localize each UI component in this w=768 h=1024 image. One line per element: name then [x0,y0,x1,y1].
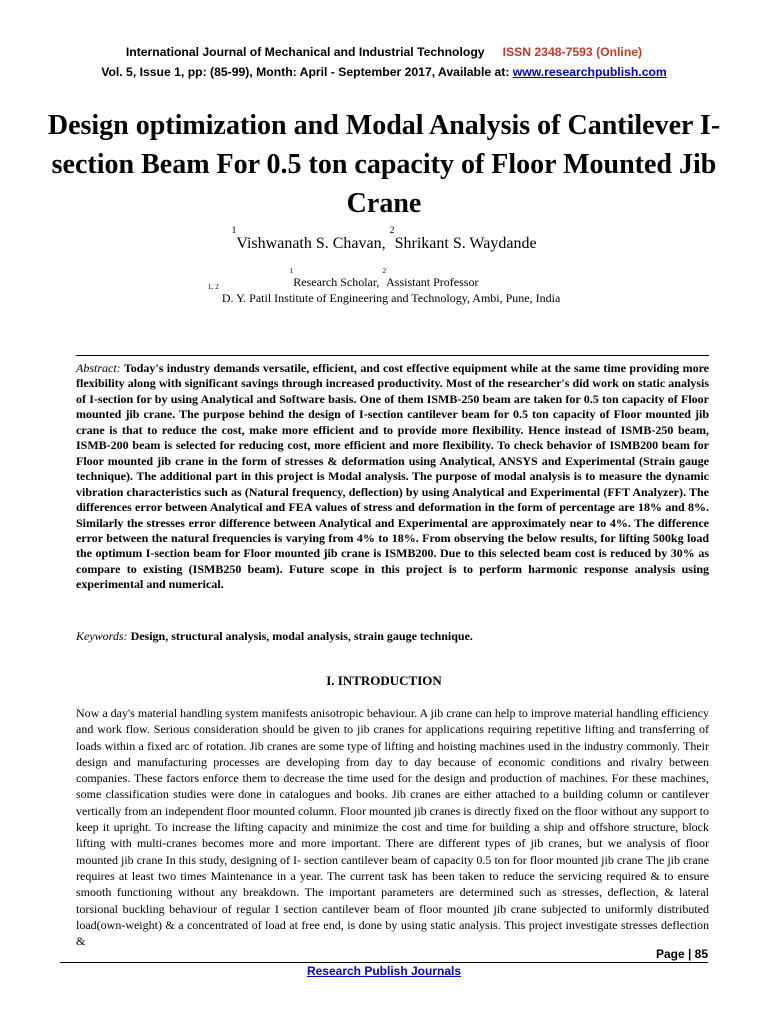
introduction-body: Now a day's material handling system manifests anisotropic behaviour. A jib crane can help to improve material handling efficiency and work flow. Serious consideration should be given to jib cranes for applications requiring repetitive lifting and transferring of loads within a fixed arc of rotation. Jib cranes are some type of lifting and hoisting machines used in the industry commonly. Their design and manufacturing processes are developing from day to day because of economic conditions and rivalry between companies. These factors enforce them to decrease the time used for the design and production of machines. For these machines, some classification studies were done in catalogues and books. Jib cranes are either attached to a building column or cantilever vertically from an independent floor mounted column. Floor mounted jib cranes is directly fixed on the floor without any support to keep it upright. To increase the lifting capacity and minimize the cost and time for building a ship and offshore structure, block lifting with multi-cranes becomes more and more important. There are different types of jib cranes, but we analysis of floor mounted jib crane In this study, designing of I- section cantilever beam of capacity 0.5 ton for floor mounted jib crane The jib crane requires at least two times Maintenance in a year. The current task has been taken to reduce the servicing required & to ensure smooth functioning without any breakdown. The important parameters are determined such as stresses, deflection, & lateral torsional buckling behaviour of regular I section cantilever beam of floor mounted jib crane subjected to uniformly distributed load(own-weight) & a concentrated of load at free end, is done by using static analysis. This project investigate stresses deflection & [76,706,709,949]
volume-row [0,62,768,82]
section-heading-introduction: I. INTRODUCTION [326,673,442,688]
affiliation-roles [0,266,768,290]
role1: Research Scholar, [293,275,383,289]
author2-superscript: 2 [389,224,395,236]
paper-title: Design optimization and Modal Analysis of Cantilever I-section Beam For 0.5 ton capacity of Floor Mounted Jib Crane [47,110,721,219]
role2: Assistant Professor [386,275,479,289]
author2-name: Shrikant S. Waydande [394,235,537,252]
role1-superscript: 1 [289,266,294,276]
abstract-label: Abstract: [76,361,121,375]
institute-superscript: 1, 2 [207,282,219,292]
journal-header-row [0,42,768,62]
page-number: Page | 85 [655,947,708,961]
role2-superscript: 2 [382,266,387,276]
footer [0,964,768,978]
journal-header [0,42,768,82]
journal-name: International Journal of Mechanical and Industrial Technology [125,45,485,59]
abstract-text: Today's industry demands versatile, efficient, and cost effective equipment while at the same time providing more flexibility along with significant savings through increased productivity. Most of the researcher's did work on static analysis of I-section for by using Analytical and Software basis. One of them ISMB-250 beam are taken for 0.5 ton capacity of Floor mounted jib crane. The purpose behind the design of I-section cantilever beam for 0.5 ton capacity of Floor mounted jib crane is that to reduce the cost, make more efficient and to provide more flexibility. Hence instead of ISMB-250 beam, ISMB-200 beam is selected for reducing cost, more efficient and more flexibility. To check behavior of ISMB200 beam for Floor mounted jib crane in the form of stresses & deformation using Analytical, ANSYS and Experimental (Strain gauge technique). The additional part in this project is Modal analysis. The purpose of modal analysis is to measure the dynamic vibration characteristics such as (Natural frequency, deflection) by using Analytical and Experimental (FFT Analyzer). The differences error between Analytical and FEA values of stress and deformation in the form of percentage are 18% and 8%. Similarly the stresses error difference between Analytical and Experimental are approximately near to 4%. The difference error between the natural frequencies is varying from 4% to 18%. From observing the below results, for lifting 500kg load the optimum I-section beam for Floor mounted jib crane is ISMB200. Due to this selected beam cost is reduced by 30% as compare to existing (ISMB250 beam). Future scope in this project is to perform harmonic response analysis using experimental and numerical. [76,361,709,592]
author1-name: Vishwanath S. Chavan, [236,235,390,252]
author-line [0,224,768,254]
issn-label: ISSN 2348-7593 (Online) [502,45,643,59]
keywords-label: Keywords: [76,629,128,643]
volume-info: Vol. 5, Issue 1, pp: (85-99), Month: April - September 2017, Available at: [101,65,510,79]
keywords-paragraph [76,628,709,644]
author1-superscript: 1 [231,224,237,236]
footer-divider [60,962,708,963]
abstract-divider [76,355,709,356]
keywords-text: Design, structural analysis, modal analysis, strain gauge technique. [127,629,473,643]
publisher-link[interactable]: Research Publish Journals [306,964,462,978]
journal-url-link[interactable]: www.researchpublish.com [512,65,667,79]
institute-name: D. Y. Patil Institute of Engineering and Technology, Ambi, Pune, India [218,291,561,305]
abstract-paragraph [76,361,709,593]
